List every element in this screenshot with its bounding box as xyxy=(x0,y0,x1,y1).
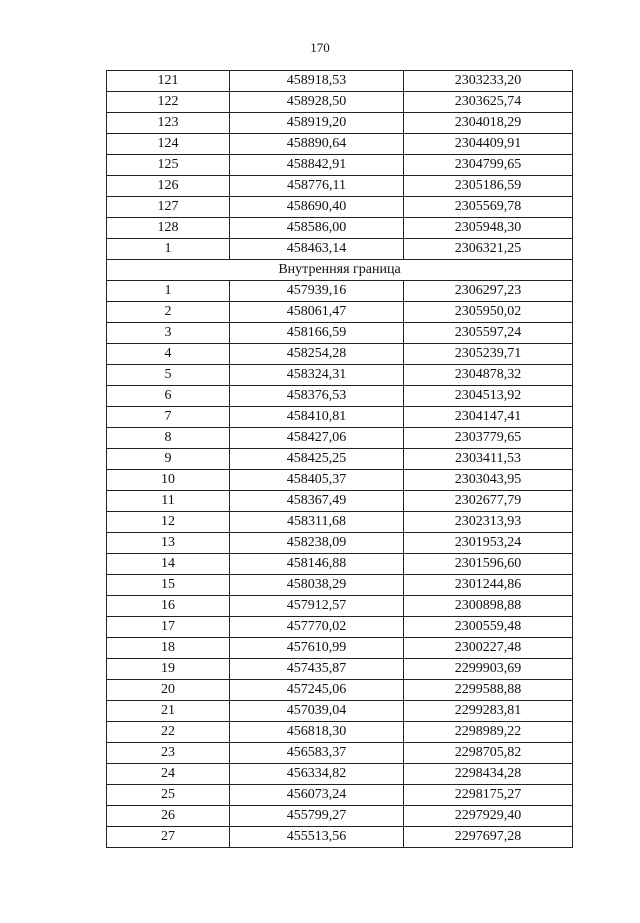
y-coordinate-cell: 2301244,86 xyxy=(404,575,573,596)
x-coordinate-cell: 458410,81 xyxy=(230,407,404,428)
table-row xyxy=(107,155,573,176)
x-coordinate-cell: 457039,04 xyxy=(230,701,404,722)
table-row xyxy=(107,785,573,806)
table-row xyxy=(107,575,573,596)
table-row xyxy=(107,743,573,764)
x-coordinate-cell: 458038,29 xyxy=(230,575,404,596)
y-coordinate-cell: 2298705,82 xyxy=(404,743,573,764)
table-row xyxy=(107,596,573,617)
x-coordinate-cell: 458376,53 xyxy=(230,386,404,407)
x-coordinate-cell: 458463,14 xyxy=(230,239,404,260)
x-coordinate-cell: 458166,59 xyxy=(230,323,404,344)
table-row xyxy=(107,638,573,659)
y-coordinate-cell: 2298434,28 xyxy=(404,764,573,785)
table-row xyxy=(107,554,573,575)
outer-rows xyxy=(107,71,573,260)
section-title: Внутренняя граница xyxy=(107,260,573,281)
x-coordinate-cell: 458367,49 xyxy=(230,491,404,512)
y-coordinate-cell: 2301953,24 xyxy=(404,533,573,554)
y-coordinate-cell: 2304147,41 xyxy=(404,407,573,428)
x-coordinate-cell: 458238,09 xyxy=(230,533,404,554)
y-coordinate-cell: 2305948,30 xyxy=(404,218,573,239)
x-coordinate-cell: 455799,27 xyxy=(230,806,404,827)
x-coordinate-cell: 458427,06 xyxy=(230,428,404,449)
point-number-cell: 25 xyxy=(107,785,230,806)
y-coordinate-cell: 2303233,20 xyxy=(404,71,573,92)
x-coordinate-cell: 458405,37 xyxy=(230,470,404,491)
y-coordinate-cell: 2304513,92 xyxy=(404,386,573,407)
point-number-cell: 14 xyxy=(107,554,230,575)
table-row xyxy=(107,344,573,365)
coordinates-table xyxy=(106,70,573,848)
point-number-cell: 15 xyxy=(107,575,230,596)
table-row xyxy=(107,722,573,743)
x-coordinate-cell: 458586,00 xyxy=(230,218,404,239)
point-number-cell: 18 xyxy=(107,638,230,659)
point-number-cell: 19 xyxy=(107,659,230,680)
page-number: 170 xyxy=(310,40,330,55)
point-number-cell: 10 xyxy=(107,470,230,491)
table-row xyxy=(107,92,573,113)
table-row xyxy=(107,71,573,92)
table-row xyxy=(107,323,573,344)
y-coordinate-cell: 2300898,88 xyxy=(404,596,573,617)
x-coordinate-cell: 458254,28 xyxy=(230,344,404,365)
point-number-cell: 17 xyxy=(107,617,230,638)
x-coordinate-cell: 457939,16 xyxy=(230,281,404,302)
y-coordinate-cell: 2299283,81 xyxy=(404,701,573,722)
point-number-cell: 21 xyxy=(107,701,230,722)
table-row xyxy=(107,239,573,260)
y-coordinate-cell: 2305239,71 xyxy=(404,344,573,365)
table-row xyxy=(107,113,573,134)
x-coordinate-cell: 458425,25 xyxy=(230,449,404,470)
y-coordinate-cell: 2304878,32 xyxy=(404,365,573,386)
table-row xyxy=(107,218,573,239)
x-coordinate-cell: 457245,06 xyxy=(230,680,404,701)
table-row xyxy=(107,428,573,449)
y-coordinate-cell: 2305186,59 xyxy=(404,176,573,197)
x-coordinate-cell: 455513,56 xyxy=(230,827,404,848)
y-coordinate-cell: 2298989,22 xyxy=(404,722,573,743)
point-number-cell: 13 xyxy=(107,533,230,554)
section-row xyxy=(107,260,573,281)
point-number-cell: 1 xyxy=(107,239,230,260)
x-coordinate-cell: 458918,53 xyxy=(230,71,404,92)
y-coordinate-cell: 2303411,53 xyxy=(404,449,573,470)
x-coordinate-cell: 456073,24 xyxy=(230,785,404,806)
x-coordinate-cell: 456583,37 xyxy=(230,743,404,764)
x-coordinate-cell: 457610,99 xyxy=(230,638,404,659)
y-coordinate-cell: 2299588,88 xyxy=(404,680,573,701)
table-row xyxy=(107,386,573,407)
point-number-cell: 4 xyxy=(107,344,230,365)
x-coordinate-cell: 458776,11 xyxy=(230,176,404,197)
table-row xyxy=(107,701,573,722)
point-number-cell: 3 xyxy=(107,323,230,344)
x-coordinate-cell: 457912,57 xyxy=(230,596,404,617)
y-coordinate-cell: 2297929,40 xyxy=(404,806,573,827)
y-coordinate-cell: 2304018,29 xyxy=(404,113,573,134)
point-number-cell: 127 xyxy=(107,197,230,218)
point-number-cell: 24 xyxy=(107,764,230,785)
inner-rows xyxy=(107,281,573,848)
x-coordinate-cell: 457770,02 xyxy=(230,617,404,638)
y-coordinate-cell: 2300227,48 xyxy=(404,638,573,659)
table-row xyxy=(107,449,573,470)
table-row xyxy=(107,407,573,428)
x-coordinate-cell: 458324,31 xyxy=(230,365,404,386)
x-coordinate-cell: 458919,20 xyxy=(230,113,404,134)
table-row xyxy=(107,680,573,701)
point-number-cell: 9 xyxy=(107,449,230,470)
y-coordinate-cell: 2297697,28 xyxy=(404,827,573,848)
point-number-cell: 7 xyxy=(107,407,230,428)
y-coordinate-cell: 2302313,93 xyxy=(404,512,573,533)
x-coordinate-cell: 456334,82 xyxy=(230,764,404,785)
table-row xyxy=(107,134,573,155)
y-coordinate-cell: 2305569,78 xyxy=(404,197,573,218)
point-number-cell: 8 xyxy=(107,428,230,449)
x-coordinate-cell: 458928,50 xyxy=(230,92,404,113)
y-coordinate-cell: 2299903,69 xyxy=(404,659,573,680)
y-coordinate-cell: 2302677,79 xyxy=(404,491,573,512)
x-coordinate-cell: 458311,68 xyxy=(230,512,404,533)
table-row xyxy=(107,533,573,554)
table-row xyxy=(107,281,573,302)
point-number-cell: 122 xyxy=(107,92,230,113)
y-coordinate-cell: 2305597,24 xyxy=(404,323,573,344)
table-row xyxy=(107,176,573,197)
x-coordinate-cell: 456818,30 xyxy=(230,722,404,743)
table-row xyxy=(107,659,573,680)
point-number-cell: 26 xyxy=(107,806,230,827)
point-number-cell: 20 xyxy=(107,680,230,701)
y-coordinate-cell: 2303043,95 xyxy=(404,470,573,491)
point-number-cell: 126 xyxy=(107,176,230,197)
y-coordinate-cell: 2300559,48 xyxy=(404,617,573,638)
point-number-cell: 128 xyxy=(107,218,230,239)
x-coordinate-cell: 458690,40 xyxy=(230,197,404,218)
y-coordinate-cell: 2306297,23 xyxy=(404,281,573,302)
table-row xyxy=(107,470,573,491)
x-coordinate-cell: 458842,91 xyxy=(230,155,404,176)
table-row xyxy=(107,617,573,638)
x-coordinate-cell: 458061,47 xyxy=(230,302,404,323)
y-coordinate-cell: 2298175,27 xyxy=(404,785,573,806)
table-row xyxy=(107,512,573,533)
point-number-cell: 5 xyxy=(107,365,230,386)
y-coordinate-cell: 2306321,25 xyxy=(404,239,573,260)
table-row xyxy=(107,302,573,323)
table-row xyxy=(107,764,573,785)
point-number-cell: 123 xyxy=(107,113,230,134)
section-header xyxy=(107,260,573,281)
y-coordinate-cell: 2301596,60 xyxy=(404,554,573,575)
point-number-cell: 1 xyxy=(107,281,230,302)
table-row xyxy=(107,365,573,386)
x-coordinate-cell: 457435,87 xyxy=(230,659,404,680)
point-number-cell: 124 xyxy=(107,134,230,155)
table-row xyxy=(107,806,573,827)
point-number-cell: 23 xyxy=(107,743,230,764)
point-number-cell: 16 xyxy=(107,596,230,617)
table-row xyxy=(107,491,573,512)
point-number-cell: 121 xyxy=(107,71,230,92)
point-number-cell: 12 xyxy=(107,512,230,533)
point-number-cell: 2 xyxy=(107,302,230,323)
table-row xyxy=(107,827,573,848)
y-coordinate-cell: 2304409,91 xyxy=(404,134,573,155)
y-coordinate-cell: 2303779,65 xyxy=(404,428,573,449)
point-number-cell: 125 xyxy=(107,155,230,176)
point-number-cell: 27 xyxy=(107,827,230,848)
x-coordinate-cell: 458890,64 xyxy=(230,134,404,155)
x-coordinate-cell: 458146,88 xyxy=(230,554,404,575)
point-number-cell: 11 xyxy=(107,491,230,512)
y-coordinate-cell: 2305950,02 xyxy=(404,302,573,323)
point-number-cell: 22 xyxy=(107,722,230,743)
y-coordinate-cell: 2304799,65 xyxy=(404,155,573,176)
point-number-cell: 6 xyxy=(107,386,230,407)
table-row xyxy=(107,197,573,218)
y-coordinate-cell: 2303625,74 xyxy=(404,92,573,113)
